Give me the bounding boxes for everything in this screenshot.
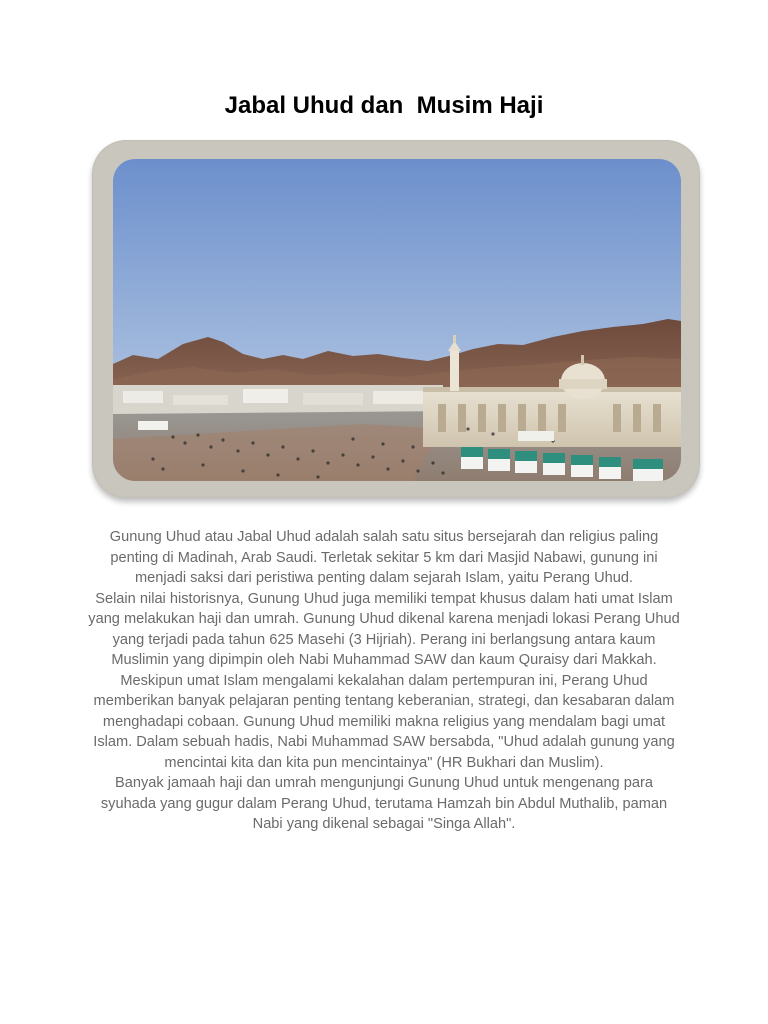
page-title: Jabal Uhud dan Musim Haji [224,92,544,119]
photo-frame [92,140,700,498]
article-body [88,527,680,835]
paragraph-4: Banyak jamaah haji dan umrah mengunjungi Gunung Uhud untuk mengenang para syuhada yang gugur dalam Perang Uhud, terutama Hamzah bin Abdul Muthalib, paman Nabi yang dikenal sebagai "Singa Allah". [100,775,668,832]
mount-uhud-illustration [113,159,681,481]
paragraph-2: Selain nilai historisnya, Gunung Uhud juga memiliki tempat khusus dalam hati umat Islam yang melakukan haji dan umrah. Gunung Uhud dikenal karena menjadi lokasi Perang Uhud yang terjadi pada tahun 625 Masehi (3 Hijriah). Perang ini berlangsung antara kaum Muslimin yang dipimpin oleh Nabi Muhammad SAW dan kaum Quraisy dari Makkah. [88,590,680,668]
bus [518,431,554,441]
minaret [450,351,459,391]
paragraph-1: Gunung Uhud atau Jabal Uhud adalah salah satu situs bersejarah dan religius paling penting di Madinah, Arab Saudi. Terletak sekitar 5 km dari Masjid Nabawi, gunung ini menjadi saksi dari peristiwa penting dalam sejarah Islam, yaitu Perang Uhud. [109,529,659,586]
mount-uhud-photo [113,159,681,481]
paragraph-3: Meskipun umat Islam mengalami kekalahan dalam pertempuran ini, Perang Uhud memberikan banyak pelajaran penting tentang keberanian, strategi, dan kesabaran dalam menghadapi cobaan. Gunung Uhud memiliki makna religius yang mendalam bagi umat Islam. Dalam sebuah hadis, Nabi Muhammad SAW bersabda, "Uhud adalah gunung yang mencintai kita dan kita pun mencintainya" (HR Bukhari dan Muslim). [93,672,675,771]
